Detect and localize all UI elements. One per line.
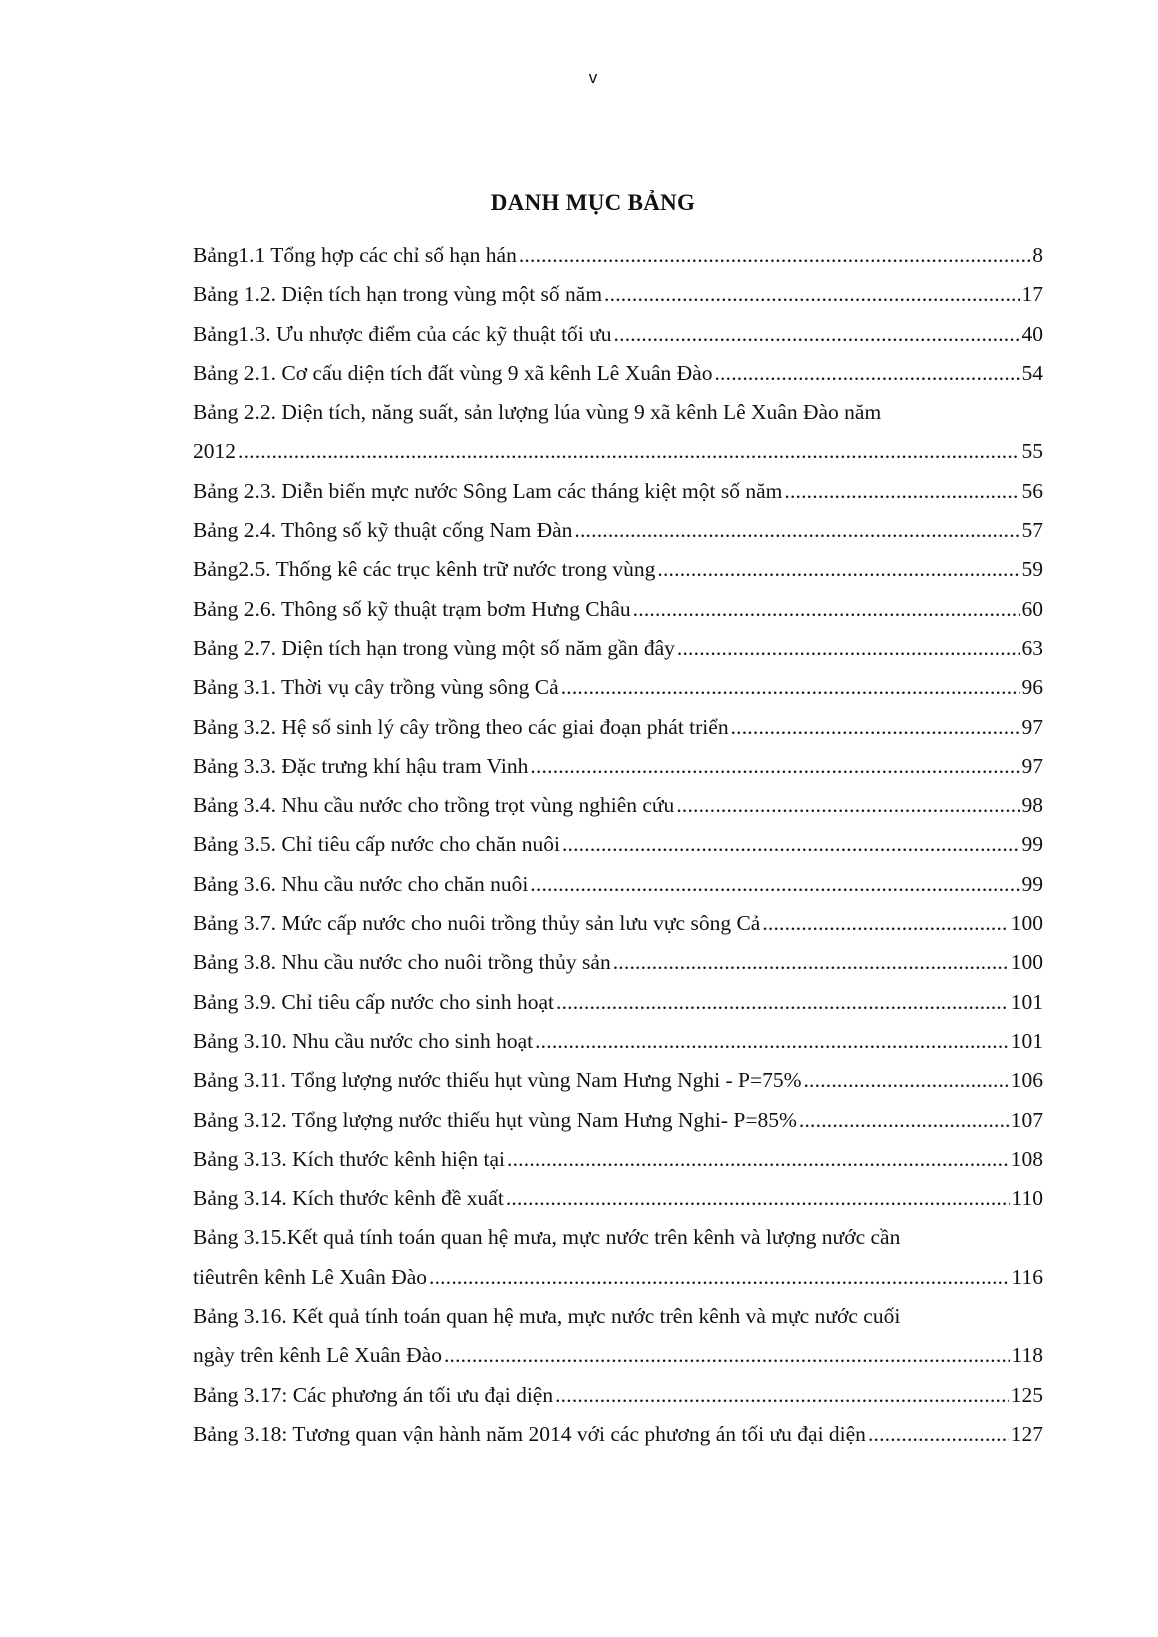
toc-entry-label: Bảng 3.8. Nhu cầu nước cho nuôi trồng thủy sản	[193, 950, 611, 975]
dot-leader	[574, 511, 1019, 550]
toc-entry-label: Bảng 3.2. Hệ số sinh lý cây trồng theo các giai đoạn phát triển	[193, 714, 729, 739]
dot-leader	[799, 1101, 1009, 1140]
toc-entry-page: 55	[1021, 439, 1043, 464]
toc-entry-first-line: Bảng 2.2. Diện tích, năng suất, sản lượng lúa vùng 9 xã kênh Lê Xuân Đào năm	[193, 400, 882, 425]
toc-entry-label: Bảng1.1 Tổng hợp các chỉ số hạn hán	[193, 243, 517, 267]
toc-entry[interactable]	[193, 236, 1043, 275]
dot-leader	[562, 825, 1020, 864]
toc-entry[interactable]	[193, 629, 1043, 668]
toc-entry-label: Bảng 1.2. Diện tích hạn trong vùng một số năm	[193, 282, 603, 307]
toc-entry[interactable]	[193, 354, 1043, 393]
page-title: DANH MỤC BẢNG	[490, 190, 696, 215]
toc-entry-page: 17	[1021, 282, 1043, 307]
toc-entry[interactable]	[193, 1297, 1043, 1376]
dot-leader	[762, 904, 1008, 943]
toc-entry[interactable]	[193, 1179, 1043, 1218]
toc-entry-first-line: Bảng 3.15.Kết quả tính toán quan hệ mưa, mực nước trên kênh và lượng nước cần	[193, 1225, 901, 1250]
dot-leader	[530, 747, 1019, 786]
toc-entry-page: 99	[1021, 832, 1043, 857]
toc-entry-page: 57	[1021, 518, 1043, 543]
toc-entry-page: 60	[1021, 596, 1043, 621]
dot-leader	[519, 236, 1030, 275]
toc-entry-page: 40	[1021, 321, 1043, 346]
toc-entry-page: 116	[1011, 1264, 1043, 1289]
toc-entry-page: 110	[1011, 1186, 1043, 1211]
toc-entry[interactable]	[193, 472, 1043, 511]
toc-entry-label: Bảng 2.4. Thông số kỹ thuật cống Nam Đàn	[193, 518, 573, 543]
toc-entry-label: Bảng 3.9. Chỉ tiêu cấp nước cho sinh hoạt	[193, 989, 554, 1014]
toc-entry[interactable]	[193, 668, 1043, 707]
toc-entry-page: 98	[1021, 793, 1043, 818]
toc-entry[interactable]	[193, 983, 1043, 1022]
toc-entry-page: 56	[1021, 478, 1043, 503]
toc-entry-label: 2012	[193, 439, 236, 464]
toc-entry[interactable]	[193, 275, 1043, 314]
toc-entry-label: Bảng 3.18: Tương quan vận hành năm 2014 với các phương án tối ưu đại diện	[193, 1421, 866, 1446]
toc-entry[interactable]	[193, 550, 1043, 589]
toc-entry[interactable]	[193, 825, 1043, 864]
toc-entry-page: 8	[1032, 243, 1043, 267]
toc-entry[interactable]	[193, 1101, 1043, 1140]
dot-leader	[507, 1140, 1009, 1179]
dot-leader	[868, 1415, 1009, 1454]
toc-entry-label: tiêutrên kênh Lê Xuân Đào	[193, 1264, 428, 1289]
toc-entry-label: Bảng 3.13. Kích thước kênh hiện tại	[193, 1146, 506, 1171]
toc-entry[interactable]	[193, 1140, 1043, 1179]
dot-leader	[604, 275, 1019, 314]
page-number: v	[588, 68, 598, 87]
toc-entry-label: Bảng 3.5. Chỉ tiêu cấp nước cho chăn nuôi	[193, 832, 560, 857]
toc-entry-label: Bảng 2.1. Cơ cấu diện tích đất vùng 9 xã kênh Lê Xuân Đào	[193, 360, 713, 385]
toc-entry-page: 118	[1011, 1343, 1043, 1368]
dot-leader	[677, 629, 1020, 668]
toc-entry-page: 97	[1021, 714, 1043, 739]
toc-entry-page: 125	[1010, 1382, 1043, 1407]
dot-leader	[556, 983, 1009, 1022]
toc-entry-page: 106	[1010, 1068, 1043, 1093]
toc-entry-page: 99	[1021, 871, 1043, 896]
toc-entry-label: Bảng1.3. Ưu nhược điểm của các kỹ thuật tối ưu	[193, 321, 612, 346]
toc-entry-first-line: Bảng 3.16. Kết quả tính toán quan hệ mưa, mực nước trên kênh và mực nước cuối	[193, 1304, 901, 1329]
toc-entry[interactable]	[193, 590, 1043, 629]
toc-entry[interactable]	[193, 904, 1043, 943]
toc-entry[interactable]	[193, 943, 1043, 982]
toc-entry-page: 101	[1010, 1028, 1043, 1053]
toc-entry-page: 100	[1010, 911, 1043, 936]
toc-entry-label: Bảng 3.1. Thời vụ cây trồng vùng sông Cả	[193, 675, 559, 700]
toc-entry-page: 96	[1021, 675, 1043, 700]
toc-entry-page: 54	[1021, 360, 1043, 385]
dot-leader	[555, 1376, 1009, 1415]
toc-entry[interactable]	[193, 1376, 1043, 1415]
toc-entry-label: Bảng 2.7. Diện tích hạn trong vùng một số năm gần đây	[193, 635, 675, 660]
dot-leader	[429, 1258, 1010, 1297]
dot-leader	[657, 550, 1019, 589]
dot-leader	[714, 354, 1019, 393]
dot-leader	[633, 590, 1020, 629]
toc-entry-page: 100	[1010, 950, 1043, 975]
toc-entry-label: Bảng2.5. Thống kê các trục kênh trữ nước trong vùng	[193, 557, 656, 582]
toc-entry[interactable]	[193, 393, 1043, 472]
toc-entry-label: Bảng 2.3. Diễn biến mực nước Sông Lam các tháng kiệt một số năm	[193, 478, 783, 503]
toc-entry-label: Bảng 2.6. Thông số kỹ thuật trạm bơm Hưng Châu	[193, 596, 631, 621]
toc-entry[interactable]	[193, 315, 1043, 354]
toc-entry[interactable]	[193, 708, 1043, 747]
toc-entry-label: ngày trên kênh Lê Xuân Đào	[193, 1343, 442, 1368]
dot-leader	[614, 315, 1020, 354]
toc-entry-page: 127	[1010, 1421, 1043, 1446]
dot-leader	[731, 708, 1020, 747]
toc-entry-label: Bảng 3.10. Nhu cầu nước cho sinh hoạt	[193, 1028, 534, 1053]
toc-entry-label: Bảng 3.4. Nhu cầu nước cho trồng trọt vùng nghiên cứu	[193, 793, 675, 818]
toc-entry[interactable]	[193, 1061, 1043, 1100]
toc-entry-label: Bảng 3.17: Các phương án tối ưu đại diện	[193, 1382, 554, 1407]
toc-entry[interactable]	[193, 786, 1043, 825]
toc-entry[interactable]	[193, 1022, 1043, 1061]
dot-leader	[784, 472, 1019, 511]
toc-entry-page: 101	[1010, 989, 1043, 1014]
toc-entry[interactable]	[193, 865, 1043, 904]
toc-entry-page: 107	[1010, 1107, 1043, 1132]
dot-leader	[676, 786, 1019, 825]
toc-entry-label: Bảng 3.11. Tổng lượng nước thiếu hụt vùng Nam Hưng Nghi - P=75%	[193, 1068, 802, 1093]
toc-entry-page: 59	[1021, 557, 1043, 582]
dot-leader	[613, 943, 1009, 982]
toc-entry[interactable]	[193, 747, 1043, 786]
toc-entry-page: 97	[1021, 753, 1043, 778]
dot-leader	[561, 668, 1020, 707]
dot-leader	[803, 1061, 1008, 1100]
toc-entry[interactable]	[193, 1415, 1043, 1454]
toc-entry-label: Bảng 3.6. Nhu cầu nước cho chăn nuôi	[193, 871, 529, 896]
toc-entry-page: 108	[1010, 1146, 1043, 1171]
toc-entry[interactable]	[193, 511, 1043, 550]
dot-leader	[535, 1022, 1009, 1061]
toc-entry-label: Bảng 3.7. Mức cấp nước cho nuôi trồng thủy sản lưu vực sông Cả	[193, 911, 761, 936]
toc-entry[interactable]	[193, 1218, 1043, 1297]
toc-entry-page: 63	[1021, 635, 1043, 660]
toc-entry-label: Bảng 3.14. Kích thước kênh đề xuất	[193, 1186, 504, 1211]
table-of-contents	[193, 236, 1043, 1454]
dot-leader	[530, 865, 1019, 904]
toc-entry-label: Bảng 3.3. Đặc trưng khí hậu tram Vinh	[193, 753, 529, 778]
dot-leader	[238, 432, 1020, 471]
dot-leader	[506, 1179, 1010, 1218]
dot-leader	[444, 1336, 1010, 1375]
toc-entry-label: Bảng 3.12. Tổng lượng nước thiếu hụt vùng Nam Hưng Nghi- P=85%	[193, 1107, 797, 1132]
